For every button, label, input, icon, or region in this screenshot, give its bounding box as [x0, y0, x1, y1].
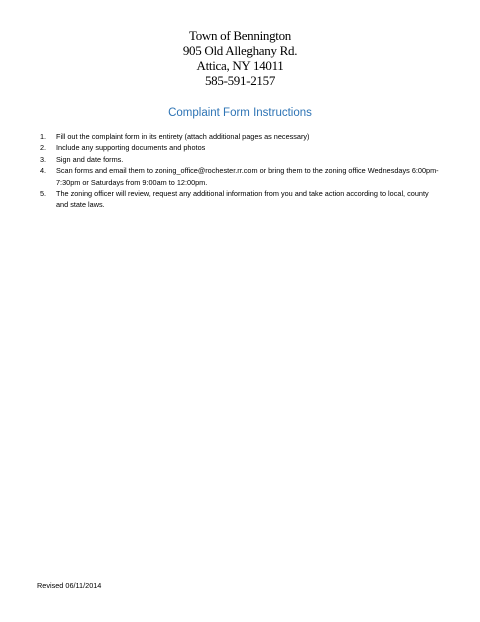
- instruction-number: 1.: [40, 132, 47, 141]
- city-state-zip: Attica, NY 14011: [196, 58, 284, 73]
- instruction-item: [40, 142, 440, 153]
- instruction-item: [40, 188, 440, 211]
- street-address: 905 Old Alleghany Rd.: [182, 43, 298, 58]
- phone-number: 585-591-2157: [204, 73, 276, 88]
- instruction-number: 4.: [40, 166, 47, 176]
- instruction-number: 2.: [40, 143, 47, 153]
- instruction-text: Sign and date forms.: [56, 154, 124, 164]
- instruction-number: 5.: [40, 189, 47, 199]
- instruction-text: Scan forms and email them to zoning_office@rochester.rr.com or bring them to the zoning office Wednesdays 6:00pm-7:30pm or Saturdays from 9:00am to 12:00pm.: [56, 166, 439, 187]
- instruction-number: 3.: [40, 154, 47, 164]
- page-title: Complaint Form Instructions: [168, 107, 312, 119]
- instruction-text: Fill out the complaint form in its entirety (attach additional pages as necessary): [56, 132, 310, 141]
- instruction-item: [40, 154, 440, 165]
- revision-date: Revised 06/11/2014: [37, 581, 102, 590]
- instruction-text: Include any supporting documents and photos: [56, 143, 206, 153]
- instruction-item: [40, 165, 440, 188]
- instruction-item: [40, 131, 440, 142]
- instruction-text: The zoning officer will review, request any additional information from you and take action according to local, county and state laws.: [56, 189, 429, 210]
- town-name: Town of Bennington: [188, 28, 291, 43]
- instructions-list: [40, 131, 440, 211]
- town-address-header: [0, 28, 480, 88]
